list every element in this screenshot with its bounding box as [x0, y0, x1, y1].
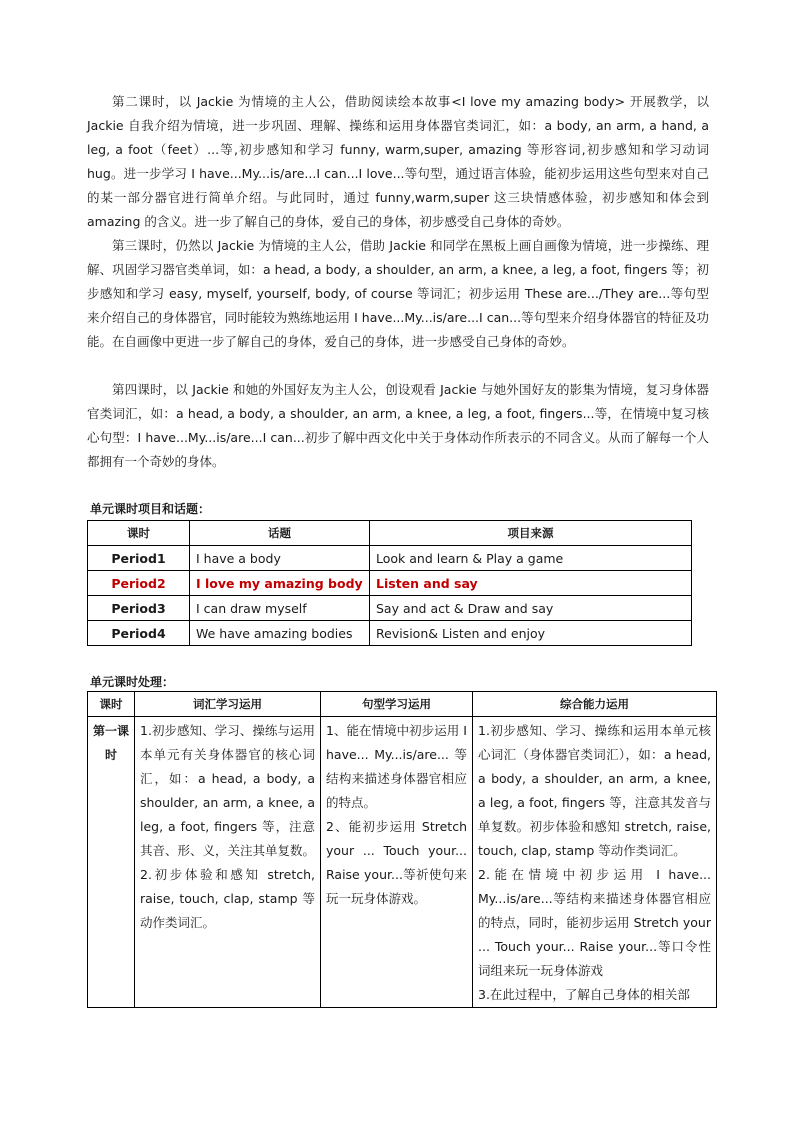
vocabulary-cell — [135, 717, 321, 1008]
table-row — [88, 717, 717, 1008]
period-cell: Period3 — [88, 596, 190, 621]
table-row — [88, 546, 692, 571]
topics-table-header-row — [88, 521, 692, 546]
topic-cell: I can draw myself — [190, 596, 370, 621]
topic-cell: I have a body — [190, 546, 370, 571]
source-cell: Look and learn & Play a game — [370, 546, 692, 571]
sentence-cell — [321, 717, 473, 1008]
header-period: 课时 — [88, 521, 190, 546]
table-row — [88, 621, 692, 646]
paragraph-period4: 第四课时，以 Jackie 和她的外国好友为主人公，创设观看 Jackie 与她外国好友的影集为情境，复习身体器官类词汇，如：a head, a body, a shoulder, an arm, a knee, a leg, a foot, fingers...等，在情境中复习核心句型：I have...My...is/are...I can...初步了解中西文化中关于身体动作所表示的不同含义。从而了解每一个人都拥有一个奇妙的身体。 — [87, 382, 709, 469]
topic-cell: We have amazing bodies — [190, 621, 370, 646]
paragraph-period3: 第三课时，仍然以 Jackie 为情境的主人公，借助 Jackie 和同学在黑板上画自画像为情境，进一步操练、理解、巩固学习器官类单词，如：a head, a body, a shoulder, an arm, a knee, a leg, a foot, fingers 等；初步感知和学习 easy, myself, yourself, body, of course 等词汇；初步运用 These are.../They are...等句型来介绍自己的身体器官，同时能较为熟练地运用 I have...My...is/are...I can...等句型来介绍身体器官的特征及功能。在自画像中更进一步了解自己的身体，爱自己的身体，进一步感受自己身体的奇妙。 — [87, 238, 709, 349]
processing-heading: 单元课时处理： — [90, 675, 175, 689]
header-ability: 综合能力运用 — [473, 692, 717, 717]
header-period: 课时 — [88, 692, 135, 717]
topic-cell: I love my amazing body — [190, 571, 370, 596]
sentence-item: 1、能在情境中初步运用 I have... My...is/are... 等结构来描述身体器官相应的特点。 — [326, 723, 467, 810]
topics-heading: 单元课时项目和话题： — [90, 502, 211, 516]
source-cell: Listen and say — [370, 571, 692, 596]
period-cell: Period1 — [88, 546, 190, 571]
source-cell: Revision& Listen and enjoy — [370, 621, 692, 646]
topics-table — [87, 520, 692, 646]
table-row-highlighted — [88, 571, 692, 596]
period-label-cell: 第一课时 — [88, 717, 135, 1008]
ability-item: 3.在此过程中，了解自己身体的相关部 — [478, 987, 690, 1002]
source-cell: Say and act & Draw and say — [370, 596, 692, 621]
paragraph-period2: 第二课时，以 Jackie 为情境的主人公，借助阅读绘本故事<I love my amazing body> 开展教学，以 Jackie 自我介绍为情境，进一步巩固、理解、操练和运用身体器官类词汇，如：a body, an arm, a hand, a leg, a foot（feet）...等,初步感知和学习 funny, warm,super, amazing 等形容词,初步感知和学习动词 hug。进一步学习 I have...My...is/are...I can...I love...等句型，通过语言体验，能初步运用这些句型来对自己的某一部分器官进行简单介绍。与此同时，通过 funny,warm,super 这三块情感体验，初步感知和体会到 amazing 的含义。进一步了解自己的身体，爱自己的身体，初步感受自己身体的奇妙。 — [87, 94, 709, 229]
ability-item: 2.能在情境中初步运用 I have... My...is/are...等结构来描述身体器官相应的特点，同时，能初步运用 Stretch your ... Touch your... Raise your...等口令性词组来玩一玩身体游戏 — [478, 867, 711, 978]
ability-item: 1.初步感知、学习、操练和运用本单元核心词汇（身体器官类词汇），如：a head, a body, a shoulder, an arm, a knee, a leg, a foot, fingers 等，注意其发音与单复数。初步体验和感知 stretch, raise, touch, clap, stamp 等动作类词汇。 — [478, 723, 711, 858]
table-row — [88, 596, 692, 621]
sentence-item: 2、能初步运用 Stretch your ... Touch your... Raise your...等祈使句来玩一玩身体游戏。 — [326, 819, 467, 906]
header-topic: 话题 — [190, 521, 370, 546]
header-vocabulary: 词汇学习运用 — [135, 692, 321, 717]
processing-table-header-row — [88, 692, 717, 717]
processing-table — [87, 691, 717, 1008]
header-sentence: 句型学习运用 — [321, 692, 473, 717]
vocabulary-item: 1.初步感知、学习、操练与运用本单元有关身体器官的核心词汇，如：a head, a body, a shoulder, an arm, a knee, a leg, a foot, fingers 等，注意其音、形、义，关注其单复数。 — [140, 723, 316, 858]
period-cell: Period2 — [88, 571, 190, 596]
header-source: 项目来源 — [370, 521, 692, 546]
vocabulary-item: 2.初步体验和感知 stretch, raise, touch, clap, stamp 等动作类词汇。 — [140, 867, 315, 930]
ability-cell — [473, 717, 717, 1008]
period-cell: Period4 — [88, 621, 190, 646]
